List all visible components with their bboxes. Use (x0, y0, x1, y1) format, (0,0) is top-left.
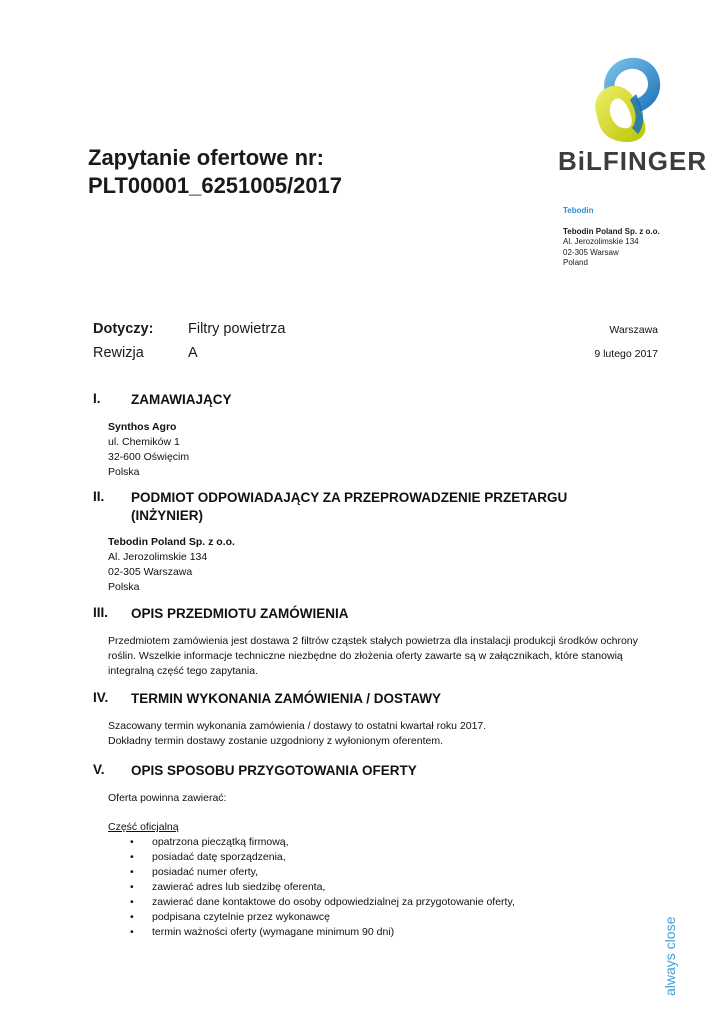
client-street: ul. Chemików 1 (108, 436, 180, 448)
revision-value: A (188, 345, 198, 361)
section-2-body (108, 535, 663, 595)
company-address-block (563, 206, 660, 269)
subject-label: Dotyczy: (93, 321, 154, 337)
list-item: • podpisana czytelnie przez wykonawcę (108, 910, 663, 925)
list-item: • opatrzona pieczątką firmową, (108, 835, 663, 850)
engineer-name: Tebodin Poland Sp. z o.o. (108, 536, 235, 548)
requirements-list (108, 835, 663, 940)
engineer-street: Al. Jerozolimskie 134 (108, 551, 208, 563)
bilfinger-wordmark: BiLFINGER (558, 146, 708, 176)
subject-value: Filtry powietrza (188, 321, 286, 337)
company-name: Tebodin Poland Sp. z o.o. (563, 226, 660, 236)
list-item: • zawierać dane kontaktowe do osoby odpowiedzialnej za przygotowanie oferty, (108, 895, 663, 910)
engineer-country: Polska (108, 581, 140, 593)
section-5-intro: Oferta powinna zawierać: (108, 792, 227, 804)
delivery-estimate: Szacowany termin wykonania zamówienia / dostawy to ostatni kwartał roku 2017. (108, 720, 487, 732)
section-1-number: I. (93, 391, 101, 406)
section-3-text: Przedmiotem zamówienia jest dostawa 2 filtrów cząstek stałych powietrza dla instalacji produkcji środków ochrony roślin. Wszelkie informacje techniczne niezbędne do złożenia oferty zawarte są w załącznikach, które stanowią integralną część tego zapytania. (108, 635, 638, 677)
list-item: • posiadać numer oferty, (108, 865, 663, 880)
section-1-body (108, 420, 663, 480)
client-city: 32-600 Oświęcim (108, 451, 190, 463)
revision-label: Rewizja (93, 345, 144, 361)
page-title (88, 144, 342, 200)
section-3-title: OPIS PRZEDMIOTU ZAMÓWIENIA (131, 606, 349, 621)
section-2-number: II. (93, 489, 105, 504)
list-item: • termin ważności oferty (wymagane minimum 90 dni) (108, 925, 663, 940)
list-item: • zawierać adres lub siedzibę oferenta, (108, 880, 663, 895)
bilfinger-logo-icon (586, 54, 666, 146)
section-4-number: IV. (93, 690, 109, 705)
company-city: 02-305 Warsaw (563, 247, 619, 257)
company-country: Poland (563, 258, 588, 267)
delivery-note: Dokładny termin dostawy zostanie uzgodniony z wyłonionym oferentem. (108, 735, 444, 747)
company-street: Al. Jerozolimskie 134 (563, 237, 639, 246)
title-line-1: Zapytanie ofertowe nr: (88, 145, 324, 170)
section-5-bullets (108, 835, 663, 940)
title-line-2: PLT00001_6251005/2017 (88, 173, 343, 198)
section-2-title: PODMIOT ODPOWIADAJĄCY ZA PRZEPROWADZENIE PRZETARGU (INŻYNIER) (131, 490, 568, 523)
section-4-body (108, 719, 663, 749)
company-brand: Tebodin (563, 206, 594, 215)
list-item: • posiadać datę sporządzenia, (108, 850, 663, 865)
slogan: always close (662, 916, 678, 996)
section-5-number: V. (93, 762, 105, 777)
section-3-number: III. (93, 605, 109, 620)
client-name: Synthos Agro (108, 421, 177, 433)
section-5-subhead: Część oficjalną (108, 821, 179, 833)
client-country: Polska (108, 466, 140, 478)
section-1-title: ZAMAWIAJĄCY (131, 392, 232, 407)
section-5-title: OPIS SPOSOBU PRZYGOTOWANIA OFERTY (131, 763, 417, 778)
document-date: 9 lutego 2017 (594, 348, 658, 360)
engineer-city: 02-305 Warszawa (108, 566, 193, 578)
section-4-title: TERMIN WYKONANIA ZAMÓWIENIA / DOSTAWY (131, 691, 441, 706)
place: Warszawa (609, 324, 658, 336)
